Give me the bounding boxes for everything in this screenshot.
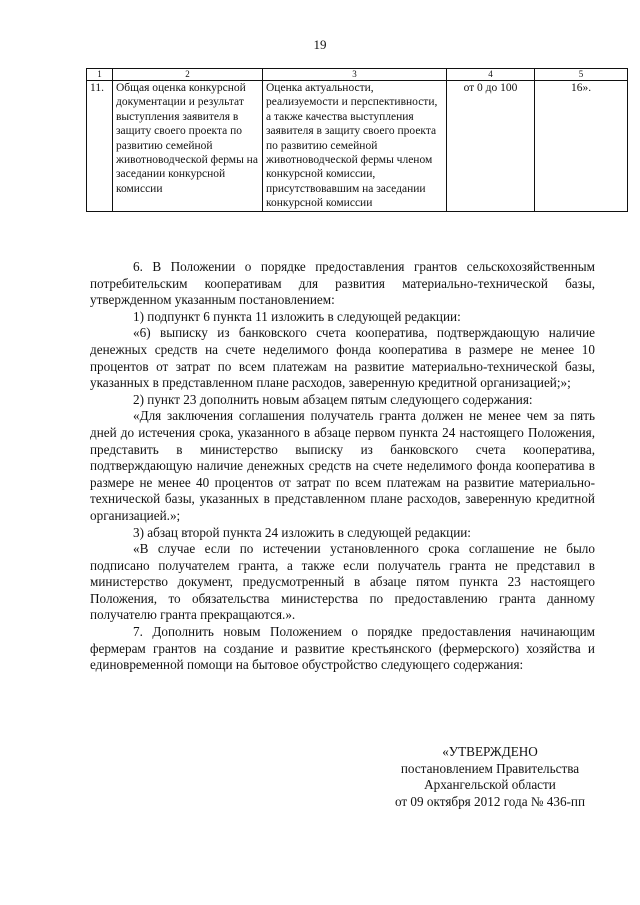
- table-header-row: [87, 69, 628, 81]
- approval-block: [350, 744, 630, 810]
- header-cell-2: 2: [113, 69, 263, 81]
- paragraph-subitem-1: 1) подпункт 6 пункта 11 изложить в следующей редакции:: [133, 308, 461, 324]
- score-range-cell: от 0 до 100: [447, 81, 535, 212]
- header-cell-5: 5: [535, 69, 628, 81]
- weight-cell: 16».: [535, 81, 628, 212]
- approval-line-4: от 09 октября 2012 года № 436-пп: [394, 793, 586, 809]
- approval-heading: «УТВЕРЖДЕНО: [442, 744, 538, 759]
- header-cell-4: 4: [447, 69, 535, 81]
- paragraph-subitem-3: 3) абзац второй пункта 24 изложить в следующей редакции:: [133, 524, 471, 540]
- criterion-cell: Общая оценка конкурсной документации и результат выступления заявителя в защиту своего проекта по развитию семейной животноводческой фермы на заседании конкурсной комиссии: [113, 81, 263, 212]
- approval-line-3: Архангельской области: [424, 777, 556, 793]
- paragraph-quote-2: «Для заключения соглашения получатель гранта должен не менее чем за пять дней до истечения срока, указанного в абзаце первом пункта 24 настоящего Положения, представить в министерство выписку из банковского счета кооператива, подтверждающую наличие денежных средств на счете неделимого фонда кооператива в размере не менее 40 процентов от затрат по всем платежам на развитие материально-технической базы, указанных в представленном плане расходов, заверенную кредитной организацией.»;: [90, 408, 595, 523]
- table-row: [87, 81, 628, 212]
- row-number-cell: 11.: [87, 81, 113, 212]
- paragraph-quote-1: «6) выписку из банковского счета кооператива, подтверждающую наличие денежных средств на счете неделимого фонда кооператива в размере не менее 10 процентов от затрат по всем платежам на развитие материально-технической базы, указанных в представленном плане расходов, заверенную кредитной организацией;»;: [90, 325, 595, 391]
- header-cell-1: 1: [87, 69, 113, 81]
- header-cell-3: 3: [263, 69, 447, 81]
- description-cell: Оценка актуальности, реализуемости и перспективности, а также качества выступления заявителя в защиту своего проекта по развитию семейной животноводческой фермы членом конкурсной комиссии, присутствовавшим на заседании конкурсной комиссии: [263, 81, 447, 212]
- page-number: 19: [313, 37, 327, 52]
- paragraph-6: 6. В Положении о порядке предоставления грантов сельскохозяйственным потребительским кооперативам для развития материально-технической базы, утвержденном указанным постановлением:: [90, 259, 595, 308]
- paragraph-quote-3: «В случае если по истечении установленного срока соглашение не было подписано получателем гранта, а также если получатель гранта не представил в министерство документ, предусмотренный в абзаце пятом пункта 23 настоящего Положения, то обязательства министерства по предоставлению гранта данному получателю гранта прекращаются.».: [90, 541, 595, 623]
- paragraph-7: 7. Дополнить новым Положением о порядке предоставления начинающим фермерам грантов на создание и развитие крестьянского (фермерского) хозяйства и единовременной помощи на бытовое обустройство следующего содержания:: [90, 624, 595, 673]
- paragraph-subitem-2: 2) пункт 23 дополнить новым абзацем пятым следующего содержания:: [133, 391, 533, 407]
- document-body: [90, 259, 595, 674]
- approval-line-2: постановлением Правительства: [400, 760, 580, 776]
- criteria-table: [86, 68, 628, 212]
